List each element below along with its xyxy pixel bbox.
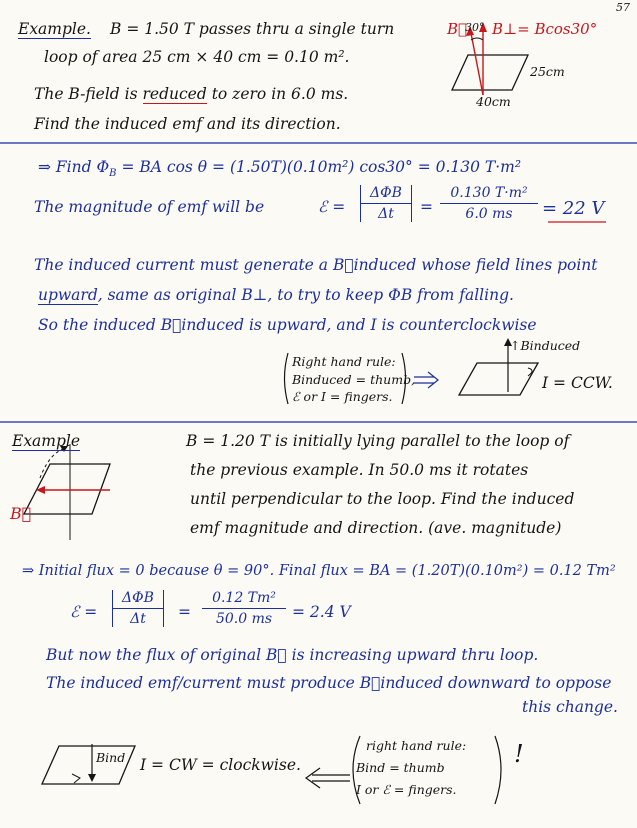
- ex2-line-4: emf magnitude and direction. (ave. magnitude): [190, 519, 562, 537]
- fig2-b-label: B⃗: [10, 504, 32, 523]
- sol2-emf-fraction: ΔΦB Δt: [112, 590, 164, 627]
- sol1-flux-line: ⇒ Find $\Phi_B$ = BA cos θ = (1.50T)(0.10m²) cos30° = 0.130 T·m²: [38, 158, 522, 180]
- fig1-b-label: B⃗: [447, 20, 468, 38]
- sol1-direction-1: The induced current must generate a B⃗induced whose field lines point: [34, 256, 598, 274]
- rhr2-exclaim: !: [514, 740, 524, 768]
- ex1-line-1: B = 1.50 T passes thru a single turn: [110, 20, 395, 38]
- ex1-line-2: loop of area 25 cm × 40 cm = 0.10 m².: [44, 48, 350, 66]
- sol2-emf-symbol: ℰ =: [70, 603, 98, 621]
- fig1-side-25: 25cm: [530, 64, 565, 79]
- sol2-line-5: this change.: [522, 698, 618, 716]
- fig1-bperp-label: B⊥= Bcos30°: [492, 20, 598, 38]
- sol1-emf-fraction: ΔΦB Δt: [360, 185, 412, 222]
- loop-figure-2: [24, 444, 110, 540]
- sol2-line-1: ⇒ Initial flux = 0 because θ = 90°. Final flux = BA = (1.20T)(0.10m²) = 0.12 Tm²: [22, 563, 616, 579]
- rhr1-line-2: ℰ or I = fingers.: [292, 389, 393, 404]
- sol2-emf-value-fraction: 0.12 Tm² 50.0 ms: [202, 590, 286, 627]
- sol2-emf-result: = 2.4 V: [292, 603, 351, 621]
- rhr2-line-2: I or ℰ = fingers.: [356, 782, 457, 797]
- fig1-angle: 30°: [465, 21, 485, 34]
- sol1-direction-2: upward, same as original B⊥, to try to keep ΦB from falling.: [38, 286, 514, 304]
- fig3-bind-label: Bind: [96, 750, 126, 765]
- sol1-emf-result: = 22 V: [542, 198, 605, 219]
- page-number: 57: [616, 1, 630, 14]
- rhr1-fig-ccw: I = CCW.: [542, 374, 613, 392]
- ex2-line-3: until perpendicular to the loop. Find the induced: [190, 490, 575, 508]
- ex1-line-4: Find the induced emf and its direction.: [34, 115, 341, 133]
- rhr2-line-1: Bind = thumb: [356, 760, 445, 775]
- sol1-emf-value-fraction: 0.130 T·m² 6.0 ms: [440, 185, 538, 222]
- example-1-label: Example.: [18, 20, 91, 38]
- sol2-line-4: The induced emf/current must produce B⃗induced downward to oppose: [46, 674, 612, 692]
- sol1-emf-equals: =: [420, 198, 433, 216]
- rhr1-title: Right hand rule:: [292, 354, 396, 369]
- ex2-line-1: B = 1.20 T is initially lying parallel to the loop of: [186, 432, 570, 450]
- rhr1-line-1: Binduced = thumb,: [292, 372, 416, 387]
- rhr1-fig-binduced: ↑Binduced: [510, 338, 581, 353]
- example-2-label: Example: [12, 432, 81, 450]
- fig3-i-cw: I = CW = clockwise.: [140, 756, 301, 774]
- sol1-emf-symbol: ℰ =: [318, 198, 346, 216]
- rhr2-title: right hand rule:: [366, 738, 467, 753]
- ex2-line-2: the previous example. In 50.0 ms it rotates: [190, 461, 529, 479]
- sol2-emf-equals: =: [178, 603, 191, 621]
- fig1-side-40: 40cm: [476, 94, 511, 109]
- sol1-direction-3: So the induced B⃗induced is upward, and I is counterclockwise: [38, 316, 537, 334]
- ex1-line-3: The B-field is reduced to zero in 6.0 ms.: [34, 85, 349, 103]
- sol1-emf-intro: The magnitude of emf will be: [34, 198, 265, 216]
- sol2-line-3: But now the flux of original B⃗ is increasing upward thru loop.: [46, 646, 539, 664]
